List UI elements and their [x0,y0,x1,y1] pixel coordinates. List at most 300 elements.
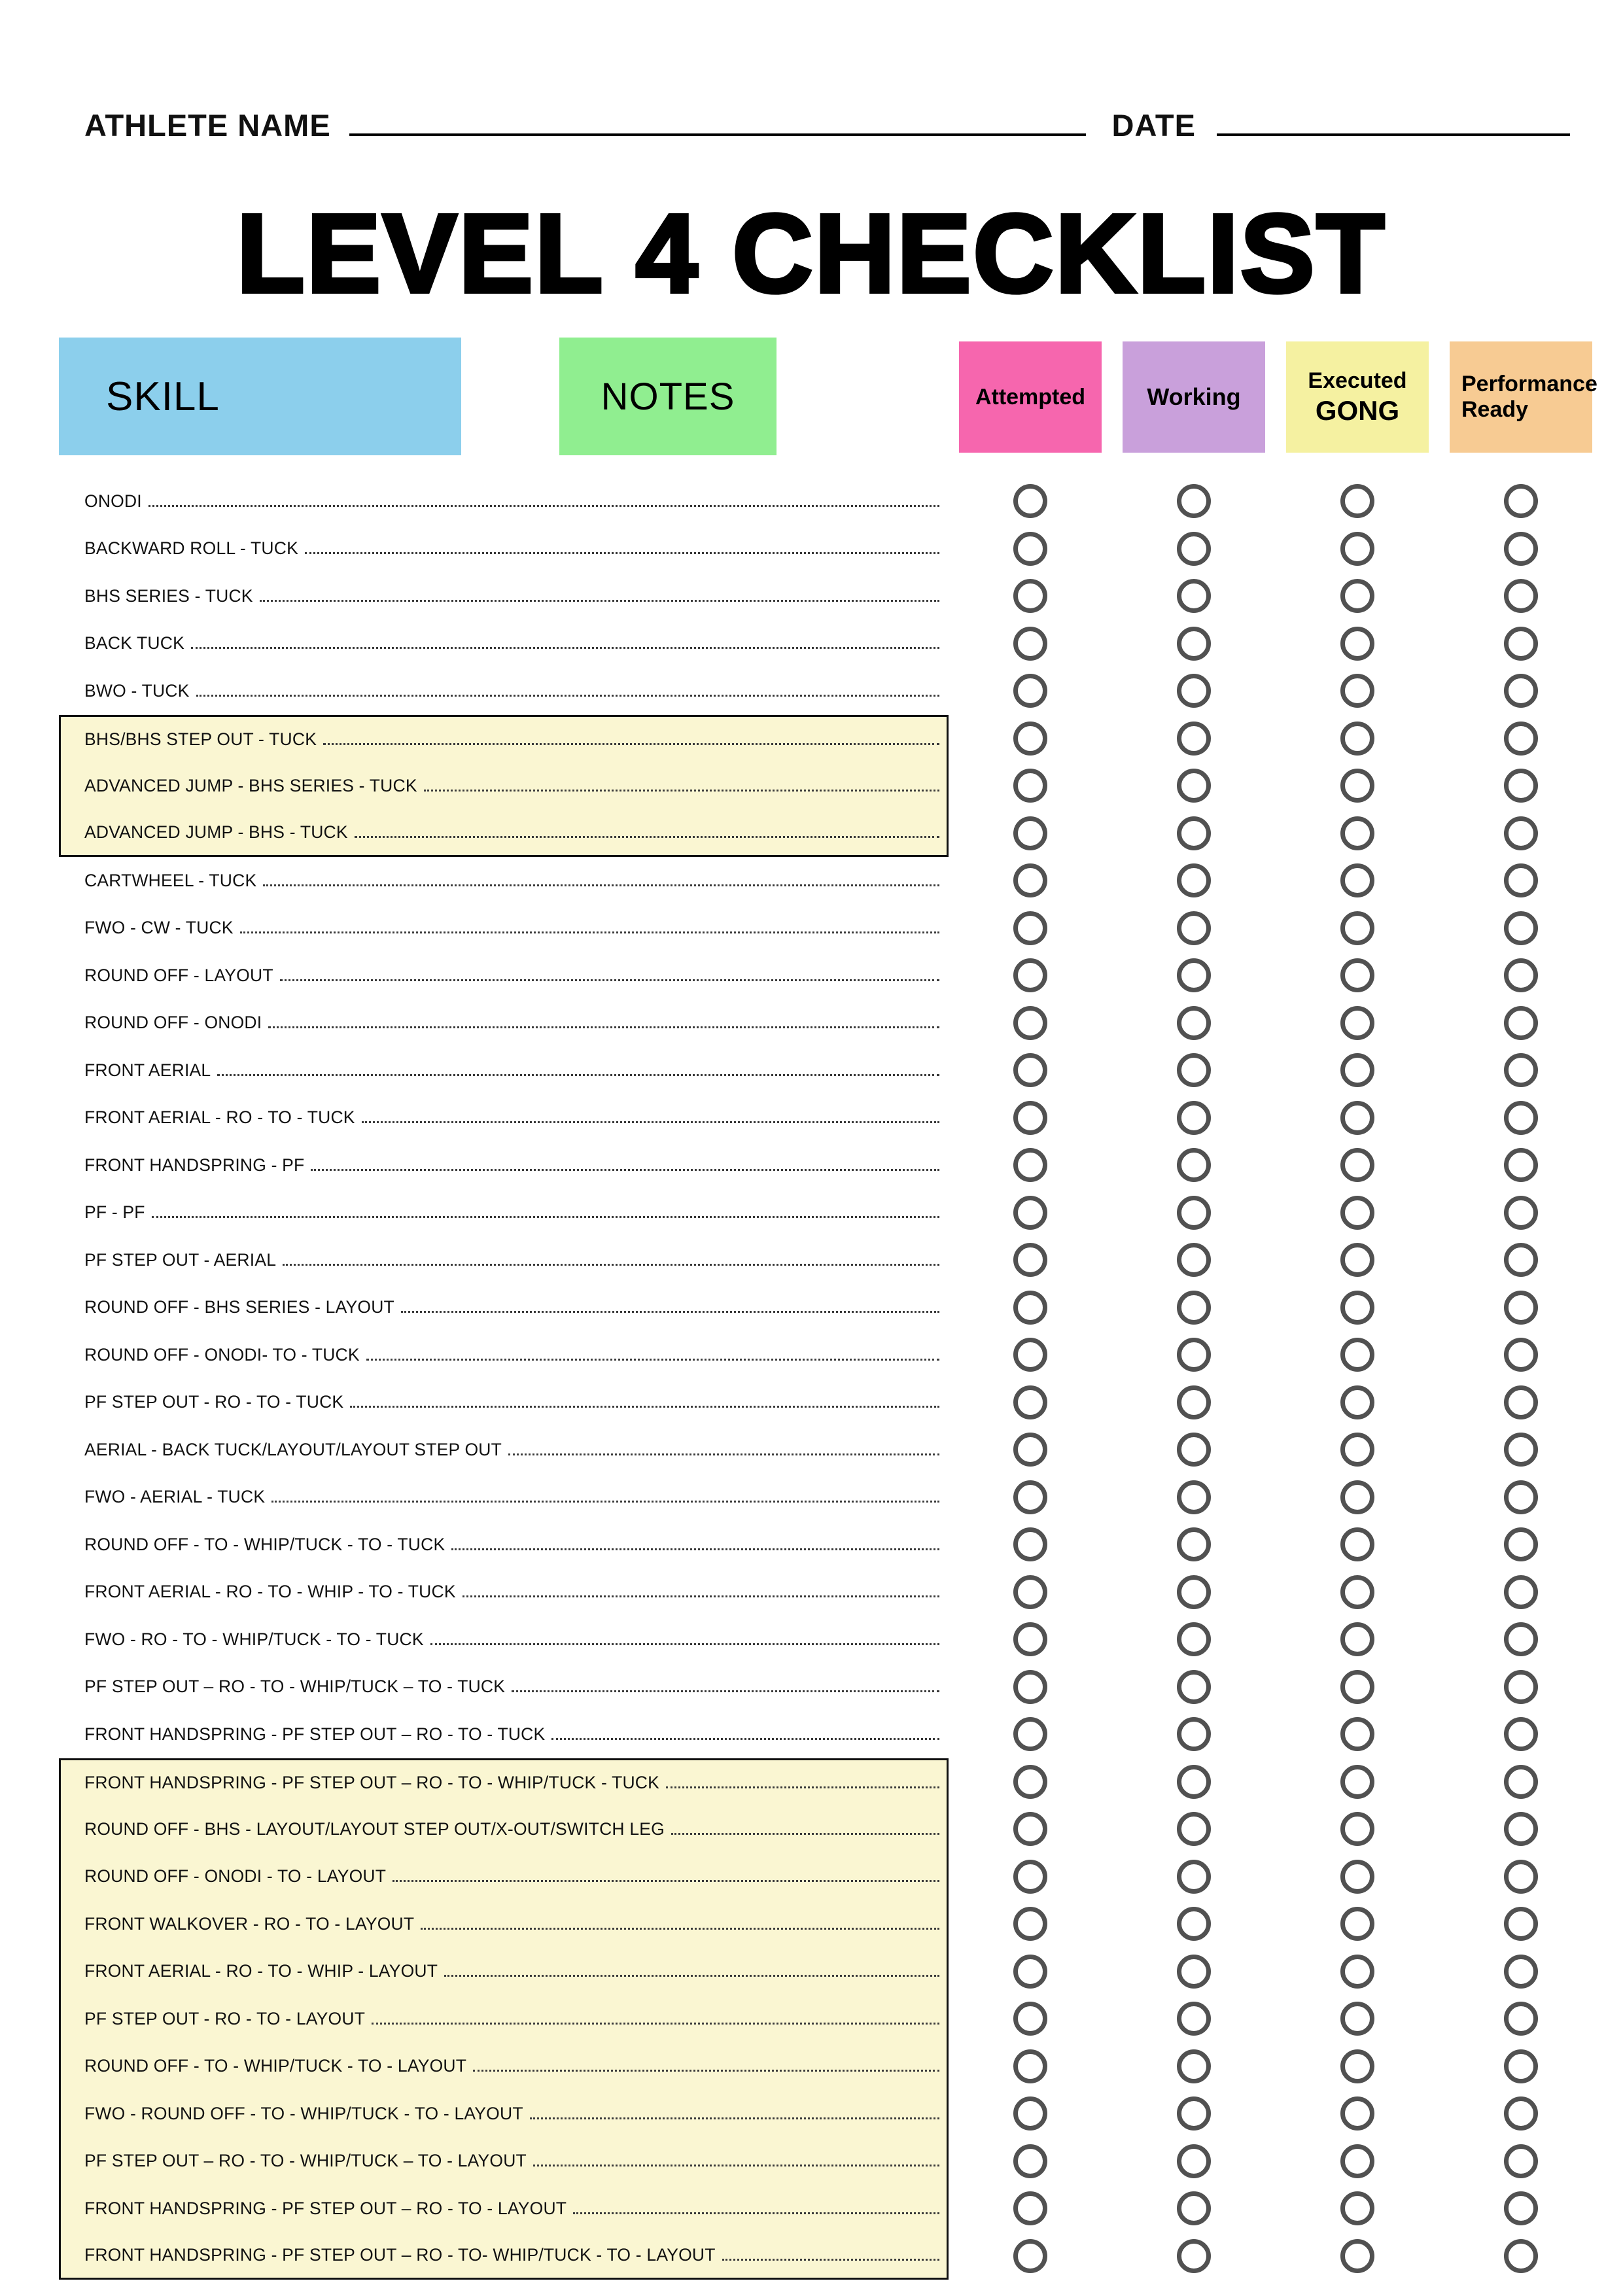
status-circle-working[interactable] [1177,1006,1211,1040]
status-circle-performance-ready[interactable] [1504,1765,1538,1799]
status-circle-working[interactable] [1177,863,1211,897]
skill-label: PF STEP OUT – RO - TO - WHIP/TUCK – TO - TUCK [84,1677,506,1697]
status-cell-executed-gong [1276,1047,1439,1094]
status-circle-attempted[interactable] [1013,2239,1047,2273]
status-cell-attempted [949,905,1112,952]
status-circle-executed-gong[interactable] [1340,2049,1374,2083]
skill-cell [59,1711,949,1758]
skill-row [59,1995,1603,2043]
status-circle-attempted[interactable] [1013,1006,1047,1040]
status-cell-working [1112,1379,1276,1427]
status-cell-attempted [949,2043,1112,2091]
status-circle-working[interactable] [1177,1338,1211,1372]
status-circle-executed-gong[interactable] [1340,2191,1374,2225]
status-circle-executed-gong[interactable] [1340,1480,1374,1514]
status-circle-attempted[interactable] [1013,532,1047,566]
status-cell-performance-ready [1439,1758,1603,1806]
dotted-leader [350,1406,939,1408]
dotted-leader [268,1026,939,1028]
skill-cell [59,2043,949,2091]
skill-cell [59,478,949,525]
status-circle-attempted[interactable] [1013,1196,1047,1230]
status-circle-executed-gong[interactable] [1340,816,1374,850]
status-cell-working [1112,1805,1276,1853]
skill-cell [59,762,949,810]
status-cell-performance-ready [1439,1521,1603,1569]
skill-label: FRONT HANDSPRING - PF [84,1155,305,1175]
status-circle-executed-gong[interactable] [1340,958,1374,992]
status-circle-performance-ready[interactable] [1504,1291,1538,1325]
status-cell-working [1112,857,1276,905]
status-cell-working [1112,1521,1276,1569]
status-cell-attempted [949,1094,1112,1142]
status-circle-attempted[interactable] [1013,1575,1047,1609]
status-cell-executed-gong [1276,2043,1439,2091]
status-circle-performance-ready[interactable] [1504,863,1538,897]
status-circle-performance-ready[interactable] [1504,484,1538,518]
status-circle-attempted[interactable] [1013,1101,1047,1135]
status-circle-performance-ready[interactable] [1504,1907,1538,1941]
dotted-leader [283,1264,939,1266]
status-circle-executed-gong[interactable] [1340,579,1374,613]
status-cell-working [1112,1331,1276,1379]
status-circle-attempted[interactable] [1013,2049,1047,2083]
status-cell-performance-ready [1439,1663,1603,1711]
status-circle-executed-gong[interactable] [1340,1053,1374,1087]
status-cell-attempted [949,1379,1112,1427]
status-circle-performance-ready[interactable] [1504,1385,1538,1419]
skill-label: BACK TUCK [84,633,184,653]
notes-column-label: NOTES [601,375,735,418]
status-circle-attempted[interactable] [1013,674,1047,708]
skill-row [59,572,1603,620]
skill-row [59,1094,1603,1142]
skill-cell [59,1047,949,1094]
status-circle-working[interactable] [1177,1243,1211,1277]
skill-row [59,1758,1603,1806]
status-circle-executed-gong[interactable] [1340,911,1374,945]
skill-label: FRONT HANDSPRING - PF STEP OUT – RO - TO- WHIP/TUCK - TO - LAYOUT [84,2244,716,2265]
status-cell-performance-ready [1439,1711,1603,1758]
status-circle-working[interactable] [1177,1765,1211,1799]
skill-label: FRONT AERIAL - RO - TO - WHIP - TO - TUCK [84,1582,456,1602]
skill-row [59,1000,1603,1047]
dotted-leader [393,1880,939,1882]
status-circle-executed-gong[interactable] [1340,2002,1374,2036]
skill-cell [59,952,949,1000]
status-circle-executed-gong[interactable] [1340,1433,1374,1467]
athlete-name-label: ATHLETE NAME [84,108,331,143]
status-cell-working [1112,2138,1276,2185]
status-circle-performance-ready[interactable] [1504,674,1538,708]
status-cell-working [1112,1000,1276,1047]
status-circle-performance-ready[interactable] [1504,1480,1538,1514]
dotted-leader [444,1975,939,1977]
status-circle-performance-ready[interactable] [1504,1243,1538,1277]
status-circle-executed-gong[interactable] [1340,1527,1374,1561]
status-cell-executed-gong [1276,620,1439,668]
status-cell-executed-gong [1276,1141,1439,1189]
status-cell-performance-ready [1439,478,1603,525]
skill-cell [59,1379,949,1427]
skill-label: FRONT HANDSPRING - PF STEP OUT – RO - TO - LAYOUT [84,2198,567,2218]
status-circle-executed-gong[interactable] [1340,1385,1374,1419]
status-circle-performance-ready[interactable] [1504,769,1538,803]
status-circle-attempted[interactable] [1013,863,1047,897]
status-circle-performance-ready[interactable] [1504,1717,1538,1751]
status-circle-performance-ready[interactable] [1504,1101,1538,1135]
status-circle-executed-gong[interactable] [1340,1907,1374,1941]
status-cell-executed-gong [1276,1000,1439,1047]
status-circle-performance-ready[interactable] [1504,532,1538,566]
date-label: DATE [1111,108,1196,143]
dotted-leader [462,1595,939,1597]
status-circle-performance-ready[interactable] [1504,911,1538,945]
gong-column-label: GONG [1315,394,1400,426]
status-circle-attempted[interactable] [1013,627,1047,661]
status-cell-attempted [949,952,1112,1000]
status-cell-attempted [949,1236,1112,1284]
status-circle-working[interactable] [1177,1907,1211,1941]
status-cell-performance-ready [1439,1000,1603,1047]
status-circle-working[interactable] [1177,1101,1211,1135]
status-cell-attempted [949,667,1112,715]
status-circle-attempted[interactable] [1013,1148,1047,1182]
status-circle-performance-ready[interactable] [1504,1955,1538,1989]
status-circle-executed-gong[interactable] [1340,1196,1374,1230]
status-circle-attempted[interactable] [1013,484,1047,518]
status-circle-executed-gong[interactable] [1340,1955,1374,1989]
status-cell-working [1112,1474,1276,1522]
status-circle-attempted[interactable] [1013,958,1047,992]
status-circle-working[interactable] [1177,958,1211,992]
status-cell-working [1112,2233,1276,2280]
status-circle-performance-ready[interactable] [1504,1575,1538,1609]
skill-cell [59,1474,949,1522]
status-cell-attempted [949,620,1112,668]
status-cell-performance-ready [1439,1379,1603,1427]
status-circle-performance-ready[interactable] [1504,1148,1538,1182]
status-circle-executed-gong[interactable] [1340,2239,1374,2273]
status-cell-working [1112,2043,1276,2091]
status-cell-executed-gong [1276,2185,1439,2233]
status-cell-attempted [949,1284,1112,1332]
status-cell-performance-ready [1439,762,1603,810]
status-circle-working[interactable] [1177,2144,1211,2178]
skill-cell [59,572,949,620]
status-cell-executed-gong [1276,1900,1439,1948]
status-cell-working [1112,1711,1276,1758]
dotted-leader [280,979,939,981]
skill-label: FWO - ROUND OFF - TO - WHIP/TUCK - TO - LAYOUT [84,2103,523,2123]
status-circle-executed-gong[interactable] [1340,1670,1374,1704]
skill-row [59,1616,1603,1663]
status-circle-working[interactable] [1177,911,1211,945]
status-circle-executed-gong[interactable] [1340,1765,1374,1799]
skill-row [59,667,1603,715]
status-circle-working[interactable] [1177,1196,1211,1230]
dotted-leader [666,1786,939,1788]
status-cell-executed-gong [1276,1426,1439,1474]
status-circle-working[interactable] [1177,1955,1211,1989]
skill-label: ROUND OFF - ONODI - TO - LAYOUT [84,1866,387,1887]
skill-row [59,2090,1603,2138]
status-circle-working[interactable] [1177,2239,1211,2273]
status-circle-attempted[interactable] [1013,1860,1047,1894]
skill-cell [59,525,949,573]
status-circle-performance-ready[interactable] [1504,1053,1538,1087]
skill-label: FWO - RO - TO - WHIP/TUCK - TO - TUCK [84,1629,424,1649]
status-cell-executed-gong [1276,1711,1439,1758]
status-circle-working[interactable] [1177,1527,1211,1561]
status-circle-attempted[interactable] [1013,1527,1047,1561]
dotted-leader [271,1501,939,1503]
dotted-leader [263,884,939,886]
skill-label: PF STEP OUT - AERIAL [84,1249,277,1270]
status-circle-attempted[interactable] [1013,2002,1047,2036]
status-circle-attempted[interactable] [1013,1907,1047,1941]
status-cell-executed-gong [1276,715,1439,763]
status-circle-executed-gong[interactable] [1340,484,1374,518]
status-circle-performance-ready[interactable] [1504,1670,1538,1704]
status-cell-performance-ready [1439,667,1603,715]
status-circle-attempted[interactable] [1013,579,1047,613]
status-cell-attempted [949,478,1112,525]
status-circle-performance-ready[interactable] [1504,958,1538,992]
status-circle-working[interactable] [1177,2096,1211,2131]
status-circle-attempted[interactable] [1013,1243,1047,1277]
status-circle-attempted[interactable] [1013,769,1047,803]
status-circle-performance-ready[interactable] [1504,627,1538,661]
status-circle-executed-gong[interactable] [1340,1338,1374,1372]
status-circle-executed-gong[interactable] [1340,769,1374,803]
status-circle-working[interactable] [1177,1812,1211,1846]
skill-cell [59,1094,949,1142]
skill-label: ROUND OFF - LAYOUT [84,965,273,985]
status-cell-attempted [949,762,1112,810]
skill-cell [59,810,949,858]
status-circle-executed-gong[interactable] [1340,674,1374,708]
status-circle-working[interactable] [1177,1575,1211,1609]
status-circle-performance-ready[interactable] [1504,816,1538,850]
status-circle-executed-gong[interactable] [1340,2144,1374,2178]
skill-column-header [59,338,461,455]
status-circle-working[interactable] [1177,769,1211,803]
skill-row [59,1521,1603,1569]
skill-row [59,1379,1603,1427]
status-circle-executed-gong[interactable] [1340,1148,1374,1182]
status-circle-attempted[interactable] [1013,1338,1047,1372]
status-cell-performance-ready [1439,1995,1603,2043]
status-cell-attempted [949,1711,1112,1758]
status-cell-attempted [949,1663,1112,1711]
skill-cell [59,1616,949,1663]
status-circle-executed-gong[interactable] [1340,722,1374,756]
status-circle-attempted[interactable] [1013,2144,1047,2178]
status-circle-attempted[interactable] [1013,1622,1047,1656]
status-cell-performance-ready [1439,905,1603,952]
status-circle-performance-ready[interactable] [1504,2144,1538,2178]
status-cell-executed-gong [1276,525,1439,573]
name-date-row [84,110,1570,141]
status-circle-executed-gong[interactable] [1340,1006,1374,1040]
status-circle-working[interactable] [1177,674,1211,708]
skill-label: FRONT AERIAL - RO - TO - TUCK [84,1107,355,1128]
skill-row [59,715,1603,763]
status-circle-working[interactable] [1177,579,1211,613]
status-circle-performance-ready[interactable] [1504,1622,1538,1656]
status-circle-attempted[interactable] [1013,1717,1047,1751]
skill-label: PF - PF [84,1202,145,1223]
dotted-leader [512,1690,939,1692]
status-circle-working[interactable] [1177,1433,1211,1467]
status-cell-attempted [949,1995,1112,2043]
status-circle-working[interactable] [1177,816,1211,850]
status-circle-working[interactable] [1177,1148,1211,1182]
status-circle-performance-ready[interactable] [1504,1006,1538,1040]
skill-row [59,1948,1603,1996]
status-cell-attempted [949,572,1112,620]
status-circle-working[interactable] [1177,532,1211,566]
status-circle-attempted[interactable] [1013,1480,1047,1514]
dotted-leader [430,1643,939,1645]
status-cell-performance-ready [1439,1284,1603,1332]
status-circle-working[interactable] [1177,1622,1211,1656]
status-cell-executed-gong [1276,1853,1439,1901]
status-circle-performance-ready[interactable] [1504,2002,1538,2036]
status-cell-attempted [949,715,1112,763]
skill-row [59,2043,1603,2091]
skill-cell [59,1805,949,1853]
status-circle-working[interactable] [1177,1480,1211,1514]
status-circle-attempted[interactable] [1013,1291,1047,1325]
status-circle-working[interactable] [1177,2191,1211,2225]
status-circle-executed-gong[interactable] [1340,1717,1374,1751]
status-cell-working [1112,905,1276,952]
status-circle-attempted[interactable] [1013,1433,1047,1467]
status-circle-attempted[interactable] [1013,1955,1047,1989]
status-circle-executed-gong[interactable] [1340,863,1374,897]
status-circle-working[interactable] [1177,484,1211,518]
status-cell-executed-gong [1276,1995,1439,2043]
status-cell-executed-gong [1276,1474,1439,1522]
skill-cell [59,905,949,952]
status-cell-performance-ready [1439,810,1603,858]
performance-ready-column-header [1450,341,1597,453]
status-cell-performance-ready [1439,572,1603,620]
status-cell-performance-ready [1439,1189,1603,1237]
status-cell-working [1112,952,1276,1000]
status-circle-performance-ready[interactable] [1504,722,1538,756]
status-cell-working [1112,1141,1276,1189]
skill-row [59,1663,1603,1711]
status-circle-performance-ready[interactable] [1504,1527,1538,1561]
status-circle-attempted[interactable] [1013,911,1047,945]
skill-cell [59,620,949,668]
status-cell-performance-ready [1439,1331,1603,1379]
status-circle-working[interactable] [1177,2002,1211,2036]
status-circle-executed-gong[interactable] [1340,627,1374,661]
skill-cell [59,1853,949,1901]
status-cell-executed-gong [1276,1379,1439,1427]
status-circle-working[interactable] [1177,1670,1211,1704]
status-cell-working [1112,620,1276,668]
status-circle-performance-ready[interactable] [1504,2049,1538,2083]
status-circle-executed-gong[interactable] [1340,532,1374,566]
status-cell-attempted [949,857,1112,905]
status-circle-working[interactable] [1177,627,1211,661]
status-cell-performance-ready [1439,1474,1603,1522]
skill-label: ROUND OFF - TO - WHIP/TUCK - TO - LAYOUT [84,2056,467,2076]
status-circle-executed-gong[interactable] [1340,1860,1374,1894]
skill-cell [59,1000,949,1047]
status-circle-attempted[interactable] [1013,1053,1047,1087]
status-circle-attempted[interactable] [1013,1670,1047,1704]
status-circle-working[interactable] [1177,2049,1211,2083]
status-circle-executed-gong[interactable] [1340,1575,1374,1609]
status-circle-attempted[interactable] [1013,1765,1047,1799]
status-circle-working[interactable] [1177,1053,1211,1087]
status-circle-performance-ready[interactable] [1504,1433,1538,1467]
status-circle-executed-gong[interactable] [1340,1101,1374,1135]
status-circle-working[interactable] [1177,722,1211,756]
status-circle-executed-gong[interactable] [1340,1291,1374,1325]
status-circle-working[interactable] [1177,1291,1211,1325]
status-circle-executed-gong[interactable] [1340,1812,1374,1846]
skill-row [59,1900,1603,1948]
status-cell-performance-ready [1439,1141,1603,1189]
skill-cell [59,2185,949,2233]
status-circle-executed-gong[interactable] [1340,1243,1374,1277]
status-circle-performance-ready[interactable] [1504,1338,1538,1372]
status-circle-attempted[interactable] [1013,2096,1047,2131]
skill-row [59,2185,1603,2233]
status-circle-performance-ready[interactable] [1504,1812,1538,1846]
skill-row [59,620,1603,668]
status-circle-attempted[interactable] [1013,722,1047,756]
status-circle-attempted[interactable] [1013,2191,1047,2225]
status-circle-performance-ready[interactable] [1504,2239,1538,2273]
status-circle-attempted[interactable] [1013,1812,1047,1846]
skill-label: ONODI [84,491,142,511]
status-circle-performance-ready[interactable] [1504,2096,1538,2131]
status-circle-attempted[interactable] [1013,816,1047,850]
dotted-leader [217,1074,939,1076]
dotted-leader [260,600,939,602]
skill-label: BHS SERIES - TUCK [84,585,253,606]
status-cell-working [1112,1995,1276,2043]
status-circle-working[interactable] [1177,1385,1211,1419]
skill-row [59,857,1603,905]
status-circle-executed-gong[interactable] [1340,2096,1374,2131]
attempted-column-header [959,341,1102,453]
status-circle-performance-ready[interactable] [1504,1196,1538,1230]
dotted-leader [451,1548,939,1550]
status-circle-performance-ready[interactable] [1504,579,1538,613]
status-cell-executed-gong [1276,1948,1439,1996]
status-circle-working[interactable] [1177,1860,1211,1894]
skill-row [59,1284,1603,1332]
status-circle-attempted[interactable] [1013,1385,1047,1419]
status-cell-working [1112,810,1276,858]
status-circle-executed-gong[interactable] [1340,1622,1374,1656]
status-circle-performance-ready[interactable] [1504,1860,1538,1894]
status-cell-executed-gong [1276,1569,1439,1616]
status-circle-performance-ready[interactable] [1504,2191,1538,2225]
notes-column-header [559,338,777,455]
skill-cell [59,1900,949,1948]
status-circle-working[interactable] [1177,1717,1211,1751]
